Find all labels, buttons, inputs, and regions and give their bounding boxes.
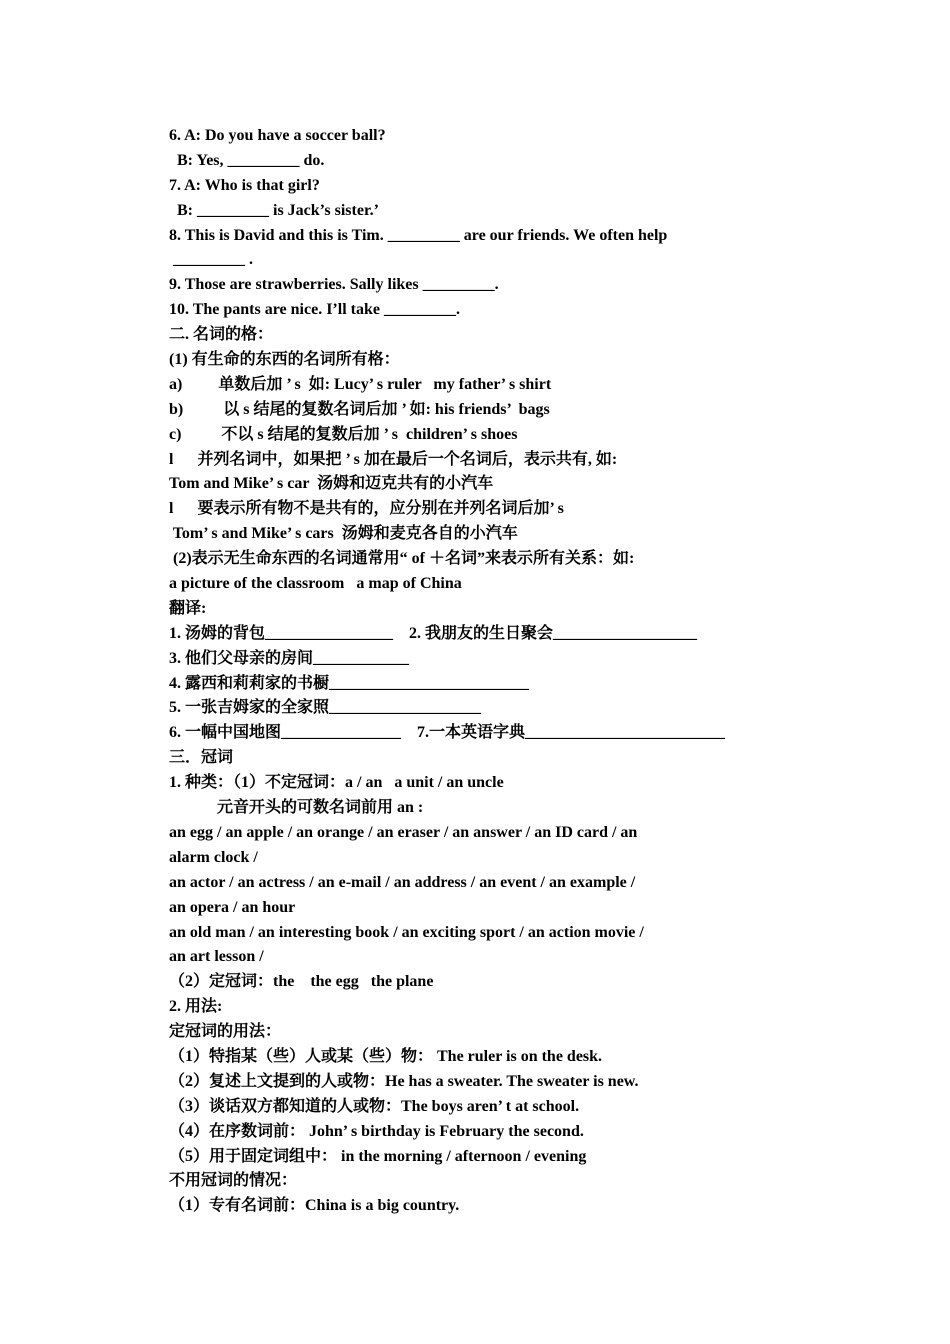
article-an-examples-1-cont: alarm clock / xyxy=(169,848,258,866)
section-heading-articles: 三．冠词 xyxy=(169,749,234,767)
definite-usage-1: （1）特指某（些）人或某（些）物： The ruler is on the desk. xyxy=(169,1047,603,1065)
question-6: 6. A: Do you have a soccer ball? xyxy=(169,127,386,144)
article-an-examples-3: an old man / an interesting book / an exciting sport / an action movie / xyxy=(169,923,644,941)
definite-usage-3: （3）谈话双方都知道的人或物：The boys aren’ t at school. xyxy=(169,1097,580,1115)
question-8: 8. This is David and this is Tim. _________ are our friends. We often help xyxy=(169,226,668,244)
translation-4: 4. 露西和莉莉家的书橱_________________________ xyxy=(169,674,530,692)
rule-b: b) 以 s 结尾的复数名词后加 ’ 如: his friends’ bags xyxy=(169,400,550,418)
article-an-rule: 元音开头的可数名词前用 an : xyxy=(169,799,424,817)
definite-article: （2）定冠词：the the egg the plane xyxy=(169,973,434,991)
question-8-continued: _________ . xyxy=(169,251,253,269)
subheading-animate-possessive: (1) 有生命的东西的名词所有格： xyxy=(169,351,400,369)
definite-usage-heading: 定冠词的用法： xyxy=(169,1023,282,1041)
no-article-1: （1）专有名词前：China is a big country. xyxy=(169,1197,460,1215)
no-article-heading: 不用冠词的情况： xyxy=(169,1172,298,1190)
rule-joint-possession: l 并列名词中，如果把 ’ s 加在最后一个名词后，表示共有, 如: xyxy=(169,450,618,468)
translation-5: 5. 一张吉姆家的全家照___________________ xyxy=(169,699,482,717)
rule-c: c) 不以 s 结尾的复数后加 ’ s children’ s shoes xyxy=(169,425,518,443)
question-7-answer: B: _________ is Jack’s sister.’ xyxy=(169,201,379,219)
article-an-examples-2-cont: an opera / an hour xyxy=(169,898,296,916)
section-heading-possessive: 二. 名词的格： xyxy=(169,326,274,344)
article-an-examples-3-cont: an art lesson / xyxy=(169,948,264,966)
translation-3: 3. 他们父母亲的房间____________ xyxy=(169,649,410,667)
usage-heading: 2. 用法: xyxy=(169,998,223,1016)
translation-heading: 翻译: xyxy=(169,599,207,617)
article-an-examples-2: an actor / an actress / an e-mail / an address / an event / an example / xyxy=(169,873,636,891)
question-9: 9. Those are strawberries. Sally likes _________. xyxy=(169,276,499,294)
definite-usage-2: （2）复述上文提到的人或物：He has a sweater. The sweater is new. xyxy=(169,1072,639,1090)
question-6-answer: B: Yes, _________ do. xyxy=(169,151,325,169)
example-of-phrase: a picture of the classroom a map of China xyxy=(169,575,462,593)
example-separate-possession: Tom’ s and Mike’ s cars 汤姆和麦克各自的小汽车 xyxy=(169,525,518,543)
subheading-inanimate-possessive: (2)表示无生命东西的名词通常用“ of ＋名词”来表示所有关系：如: xyxy=(169,550,635,568)
rule-separate-possession: l 要表示所有物不是共有的，应分别在并列名词后加’ s xyxy=(169,500,564,518)
document-body xyxy=(169,124,769,1219)
definite-usage-5: （5）用于固定词组中： in the morning / afternoon / evening xyxy=(169,1147,587,1165)
example-joint-possession: Tom and Mike’ s car 汤姆和迈克共有的小汽车 xyxy=(169,475,494,493)
question-7: 7. A: Who is that girl? xyxy=(169,176,320,194)
rule-a: a) 单数后加 ’ s 如: Lucy’ s ruler my father’ s shirt xyxy=(169,375,552,393)
definite-usage-4: （4）在序数词前： John’ s birthday is February the second. xyxy=(169,1122,584,1140)
article-types: 1. 种类：（1）不定冠词：a / an a unit / an uncle xyxy=(169,774,504,792)
article-an-examples-1: an egg / an apple / an orange / an eraser / an answer / an ID card / an xyxy=(169,823,638,841)
question-10: 10. The pants are nice. I’ll take _________. xyxy=(169,301,460,319)
translation-6-7: 6. 一幅中国地图_______________ 7.一本英语字典_________________________ xyxy=(169,724,726,742)
translation-1-2: 1. 汤姆的背包________________ 2. 我朋友的生日聚会__________________ xyxy=(169,624,698,642)
